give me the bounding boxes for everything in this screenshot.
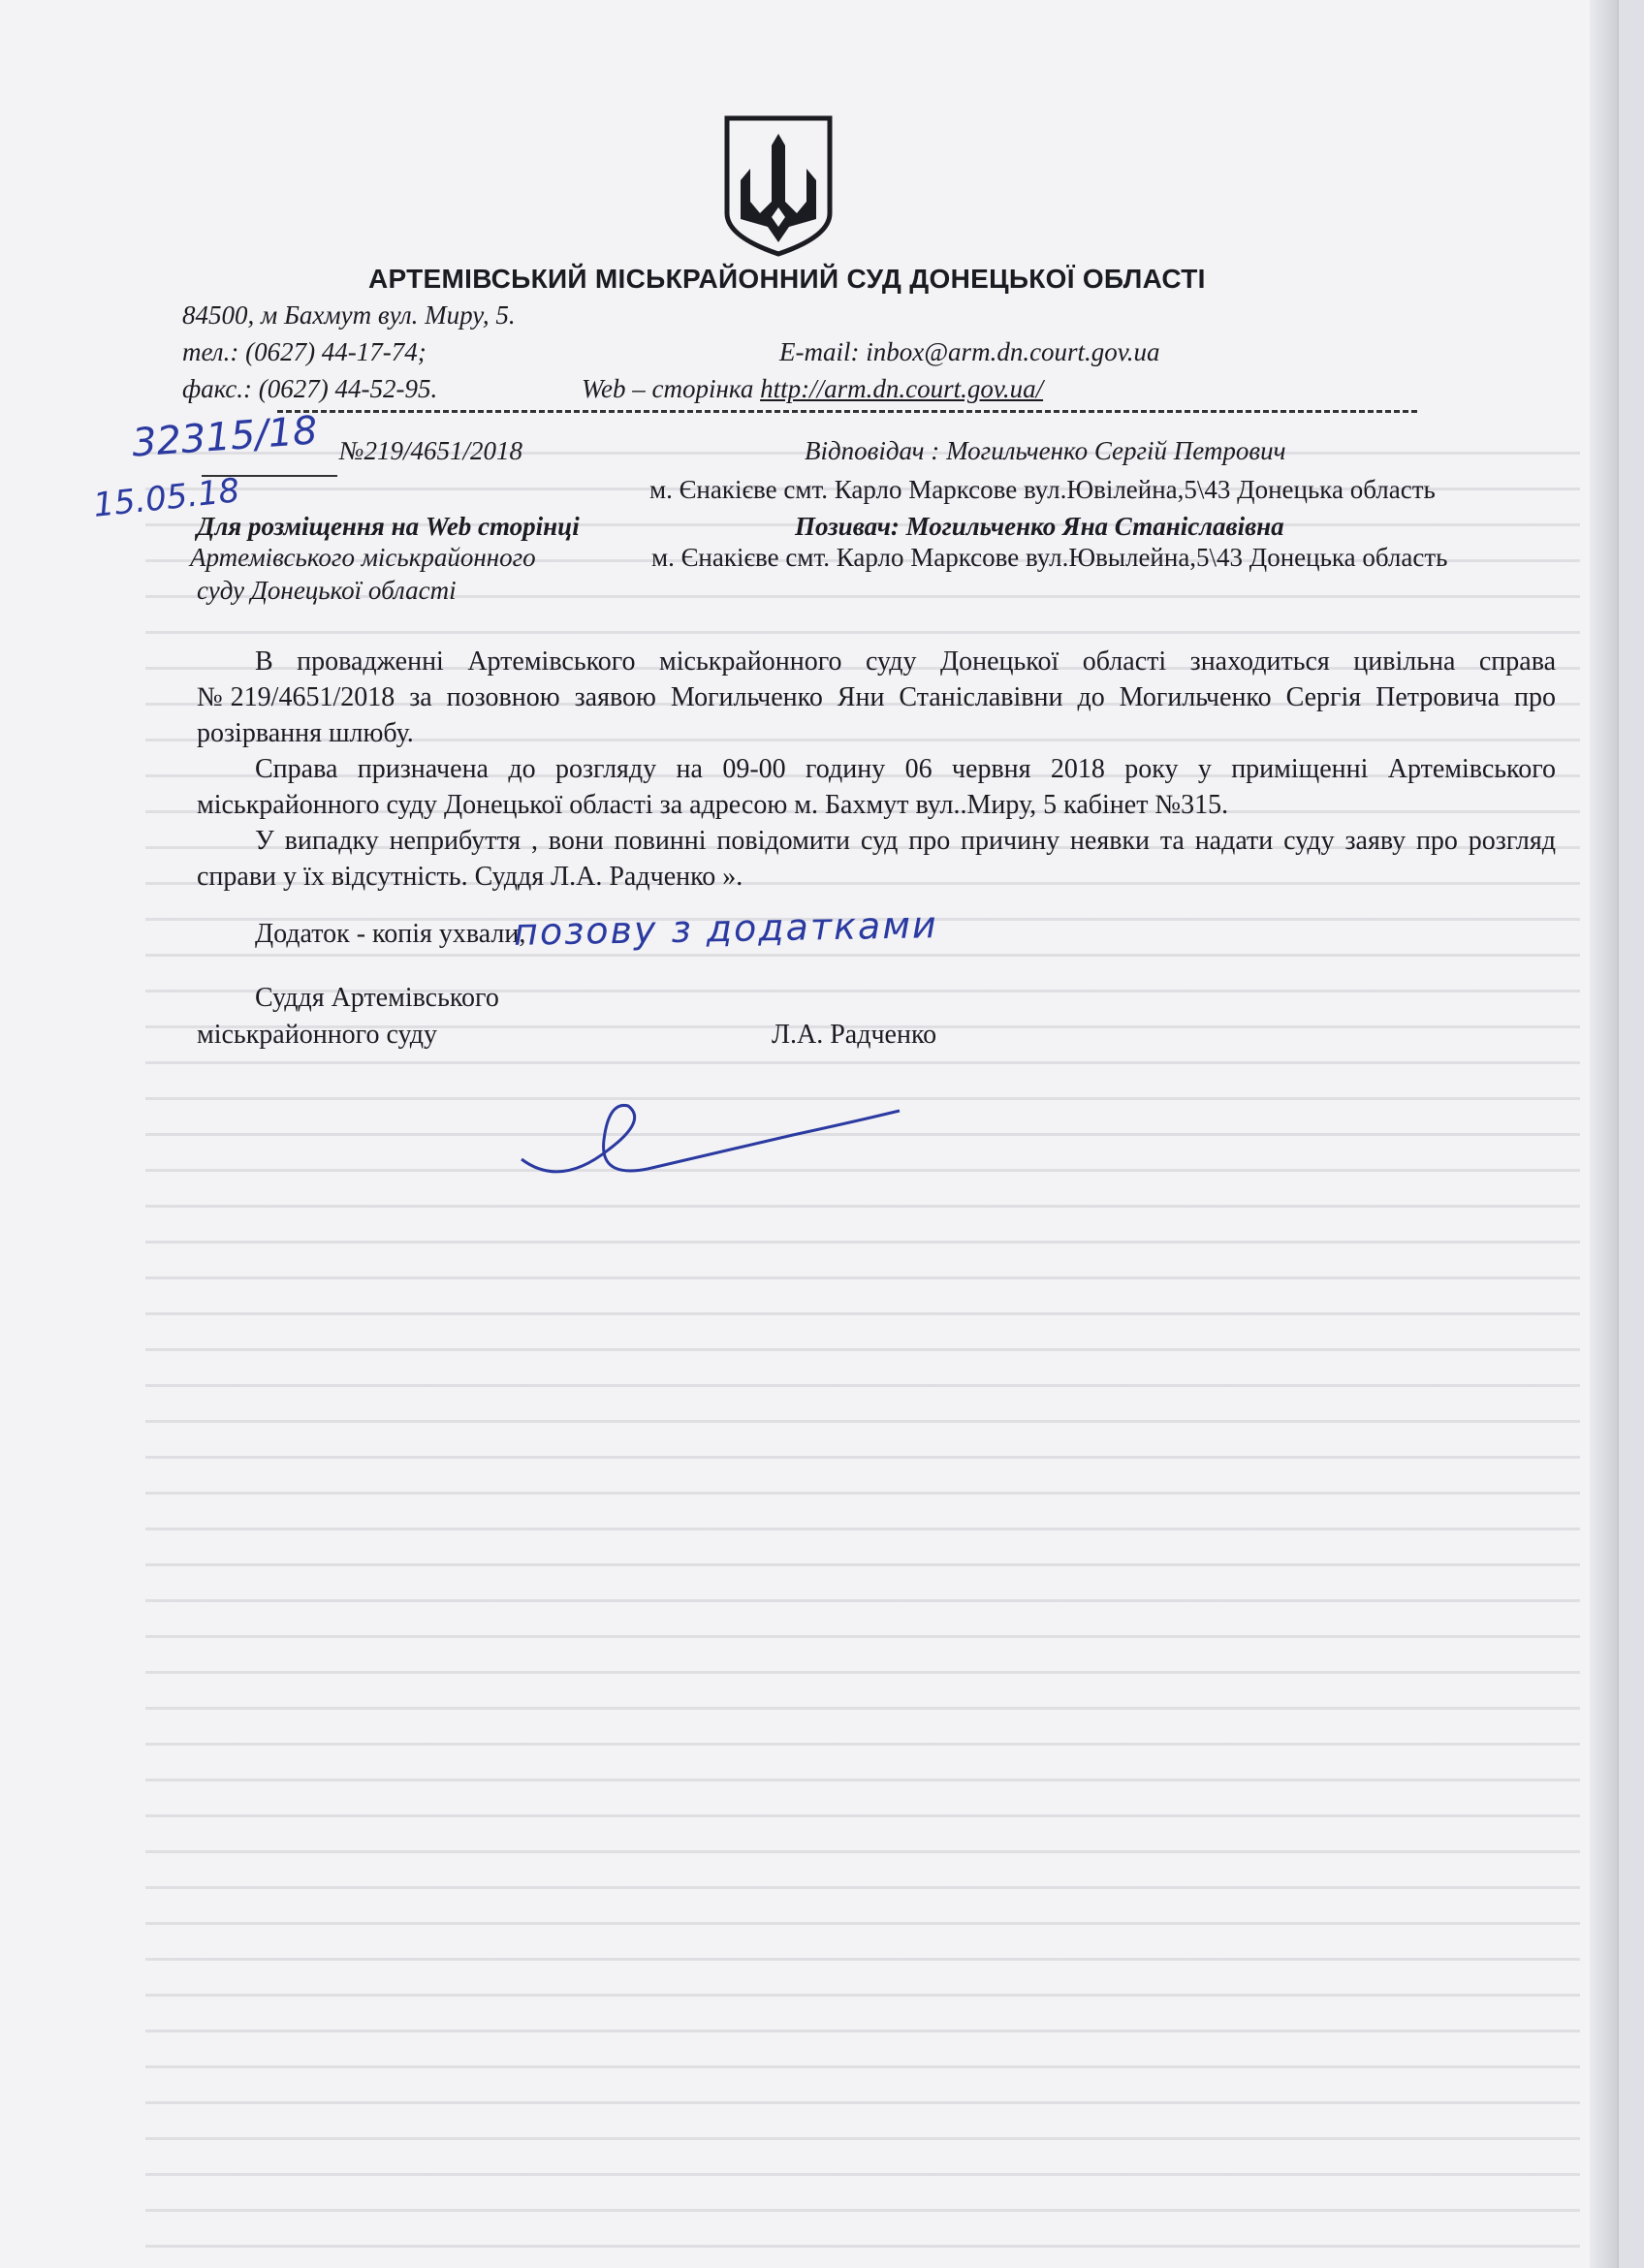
plaintiff-line (795, 512, 1284, 542)
body-paragraph-2: Справа призначена до розгляду на 09-00 годину 06 червня 2018 року у приміщенні Артемівського міськрайонного суду Донецької області за адресою м. Бахмут вул..Миру, 5 кабінет №315. (197, 754, 1556, 820)
body-paragraph-1: В провадженні Артемівського міськрайонного суду Донецької області знаходиться цивільна справа №219/4651/2018 за позовною заявою Могильченко Яни Станіславівни до Могильченко Сергія Петровича про розірвання шлюбу. (197, 646, 1556, 748)
respondent-name: Могильченко Сергій Петрович (946, 436, 1286, 465)
header-divider (277, 410, 1417, 413)
respondent-line (805, 436, 1286, 466)
respondent-address: м. Єнакієве смт. Карло Марксове вул.Ювілейна,5\43 Донецька область (649, 475, 1436, 504)
email-value: inbox@arm.dn.court.gov.ua (866, 337, 1160, 366)
court-website-link[interactable]: http://arm.dn.court.gov.ua/ (760, 374, 1044, 403)
court-phone: тел.: (0627) 44-17-74; (182, 337, 427, 366)
email-label: E-mail: (779, 337, 867, 366)
web-note-line3: суду Донецької області (197, 576, 457, 605)
web-note-line1: Для розміщення на Web сторінці (197, 512, 580, 541)
court-fax: факс.: (0627) 44-52-95. (182, 374, 438, 403)
page-edge (1590, 0, 1617, 2268)
court-name: АРТЕМІВСЬКИЙ МІСЬКРАЙОННИЙ СУД ДОНЕЦЬКОЇ ОБЛАСТІ (368, 264, 1206, 294)
annex-line: Додаток - копія ухвали, (255, 919, 526, 949)
court-address: 84500, м Бахмут вул. Миру, 5. (182, 300, 516, 330)
signature-title-line2: міськрайонного суду (197, 1020, 438, 1050)
signature-title-line1: Суддя Артемівського (255, 983, 499, 1013)
body-paragraph-3: У випадку неприбуття , вони повинні повідомити суд про причину неявки та надати суду заяву про розгляд справи у їх відсутність. Суддя Л.А. Радченко ». (197, 826, 1556, 892)
court-web-line (582, 374, 1043, 404)
plaintiff-address: м. Єнакієве смт. Карло Марксове вул.Ювылейна,5\43 Донецька область (651, 543, 1448, 572)
web-note-line2: Артемівського міськрайонного (190, 543, 536, 572)
court-email-line (779, 337, 1160, 367)
respondent-label: Відповідач : (805, 436, 947, 465)
plaintiff-name: Могильченко Яна Станіславівна (905, 512, 1284, 541)
handwritten-reg-number: 32315/18 (130, 408, 319, 466)
web-label: Web – сторінка (582, 374, 761, 403)
coat-of-arms-icon (721, 112, 836, 258)
case-number: №219/4651/2018 (339, 436, 522, 465)
plaintiff-label: Позивач: (795, 512, 906, 541)
document-body (197, 644, 1556, 895)
handwritten-signature-icon (502, 1082, 909, 1198)
judge-name: Л.А. Радченко (772, 1020, 937, 1050)
handwritten-annex-note: позову з додатками (513, 903, 938, 954)
handwritten-reg-date: 15.05.18 (91, 471, 242, 525)
